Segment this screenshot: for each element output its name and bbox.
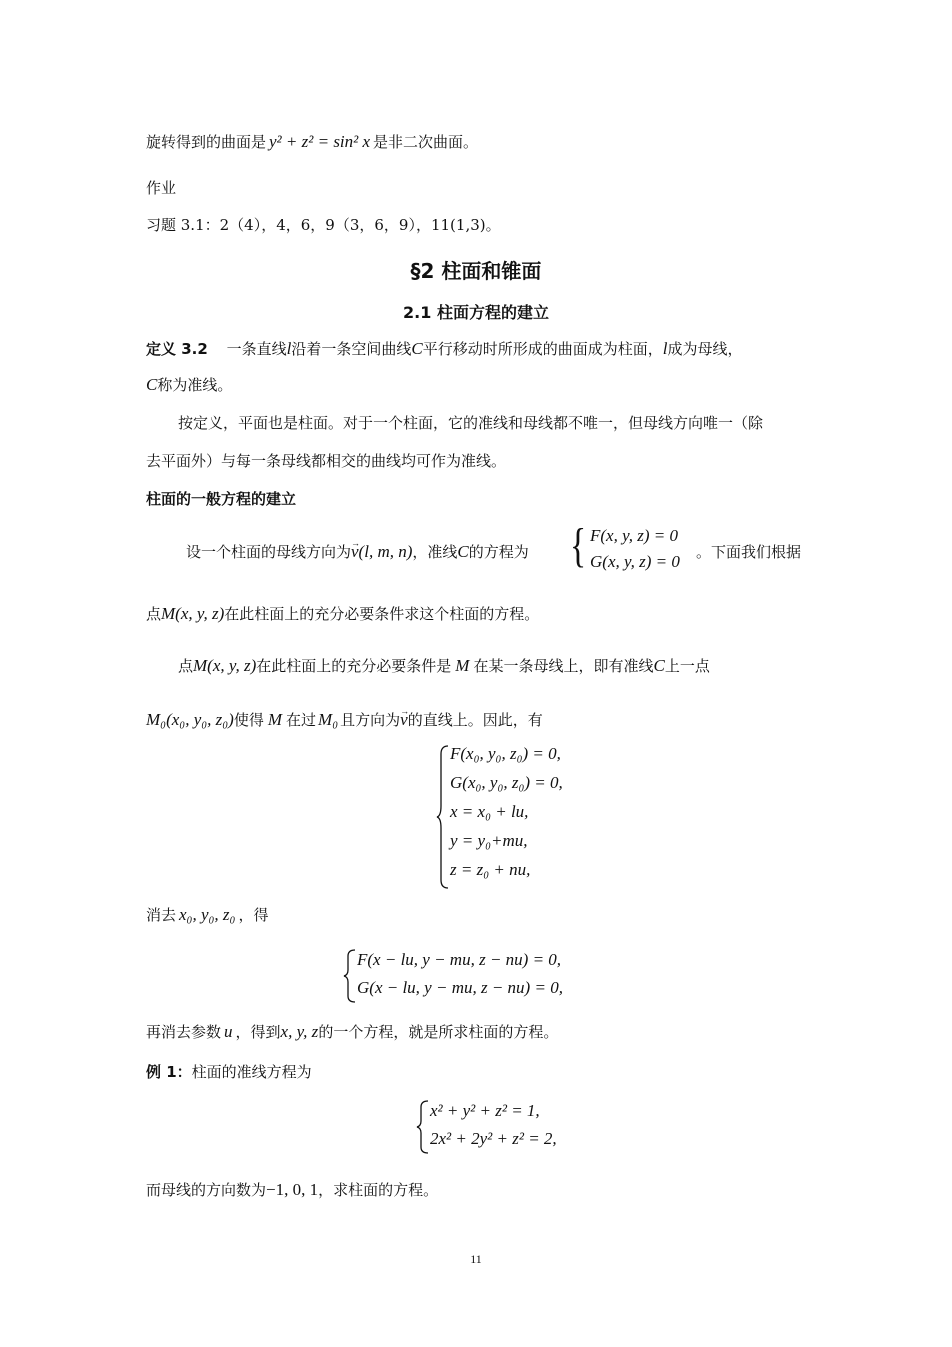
definition-label: 定义 3.2 <box>146 340 208 358</box>
definition-line2 <box>146 375 232 395</box>
definition-text3: 平行移动时所形成的曲面成为柱面， <box>422 340 663 358</box>
eliminate2-vars: x, y, z <box>280 1022 319 1041</box>
example-line <box>146 1062 312 1082</box>
m0-M0b: M₀ <box>318 710 339 729</box>
system2-eq1: F(x − lu, y − mu, z − nu) = 0, <box>357 950 562 969</box>
condition-text1: 在此柱面上的充分必要条件是 <box>256 657 452 675</box>
eliminate2-text2: ，得到 <box>235 1023 281 1041</box>
condition-text2: 在某一条母线上，即有准线 <box>473 657 654 675</box>
definition-text1: 一条直线 <box>226 340 287 358</box>
para1-line2: 去平面外）与每一条母线都相交的曲线均可作为准线。 <box>146 452 507 470</box>
direction-numbers: −1, 0, 1 <box>266 1180 319 1199</box>
left-brace-icon <box>343 948 357 1004</box>
condition-M: M(x, y, z) <box>193 656 257 675</box>
line1-prefix: 旋转得到的曲面是 <box>146 133 267 151</box>
system1-eq2: G(x₀, y₀, z₀) = 0, <box>450 773 563 792</box>
left-brace-icon <box>436 744 450 890</box>
page-number: 11 <box>470 1252 482 1266</box>
surface-formula: y² + z² = sin² x <box>269 132 371 151</box>
system1-eq1: F(x₀, y₀, z₀) = 0, <box>450 744 561 763</box>
eliminate2-line <box>146 1022 558 1042</box>
homework-text: 习题 3.1：2（4），4，6，9（3，6，9），11(1,3)。 <box>146 216 501 234</box>
system3-eq2: 2x² + 2y² + z² = 2, <box>430 1129 557 1148</box>
setup-line <box>186 542 529 562</box>
para1-line1: 按定义，平面也是柱面。对于一个柱面，它的准线和母线都不唯一，但母线方向唯一（除 <box>178 414 764 432</box>
eliminated-system <box>343 948 603 1004</box>
eliminate1-line <box>146 905 268 925</box>
left-brace-icon: { <box>570 519 587 572</box>
system2-eq2: G(x − lu, y − mu, z − nu) = 0, <box>357 978 563 997</box>
definition-line1 <box>146 339 742 359</box>
eliminate2-text1: 再消去参数 <box>146 1023 222 1041</box>
example-text: 柱面的准线方程为 <box>191 1063 312 1081</box>
final-line <box>146 1180 438 1200</box>
m0-text1: 使得 <box>233 711 264 729</box>
directrix-eq-f: F(x, y, z) = 0 <box>590 526 678 545</box>
parametric-system <box>436 744 616 890</box>
eliminate2-text3: 的一个方程，就是所求柱面的方程。 <box>318 1023 559 1041</box>
general-heading: 柱面的一般方程的建立 <box>146 490 297 508</box>
var-C: C <box>411 339 423 358</box>
point-text: 在此柱面上的充分必要条件求这个柱面的方程。 <box>224 605 540 623</box>
example-label: 例 1： <box>146 1063 192 1081</box>
point-prefix: 点 <box>146 605 162 623</box>
condition-C: C <box>653 656 665 675</box>
var-u: u <box>224 1022 233 1041</box>
final-text1: 而母线的方向数为 <box>146 1181 267 1199</box>
system3-eq1: x² + y² + z² = 1, <box>430 1101 540 1120</box>
m0-text2: 在过 <box>286 711 317 729</box>
condition-M2: M <box>455 656 470 675</box>
eliminate1-text1: 消去 <box>146 906 177 924</box>
subsection-title: 2.1 柱面方程的建立 <box>403 303 549 322</box>
system1-eq4: y = y₀+mu, <box>450 831 528 850</box>
section-title: §2 柱面和锥面 <box>410 259 542 283</box>
line1-suffix: 是非二次曲面。 <box>373 133 479 151</box>
m0-text4: 的直线上。因此，有 <box>407 711 543 729</box>
var-l-2: l <box>662 339 668 358</box>
left-brace-icon <box>416 1099 430 1155</box>
condition-text3: 上一点 <box>664 657 710 675</box>
eliminate1-text2: ，得 <box>238 906 269 924</box>
point-M0: M₀(x₀, y₀, z₀) <box>146 710 234 729</box>
directrix-eq-g: G(x, y, z) = 0 <box>590 552 680 571</box>
setup-text3: 的方程为 <box>468 543 529 561</box>
definition-text4: 成为母线， <box>667 340 743 358</box>
m0-text3: 且方向为 <box>340 711 401 729</box>
var-l: l <box>286 339 292 358</box>
definition-line2-text: 称为准线。 <box>157 376 233 394</box>
setup-text4: 。下面我们根据 <box>696 543 802 561</box>
var-C-3: C <box>457 542 469 561</box>
eliminate1-vars: x₀, y₀, z₀ <box>179 905 236 924</box>
example-system <box>416 1099 596 1155</box>
point-line <box>146 604 539 624</box>
direction-vector: → v(l, m, n) <box>351 542 412 562</box>
m0-M: M <box>267 710 283 729</box>
text-line-surface <box>146 132 478 152</box>
setup-text2: ，准线 <box>412 543 458 561</box>
homework-label: 作业 <box>146 179 177 197</box>
setup-text1: 设一个柱面的母线方向为 <box>186 543 352 561</box>
system1-eq3: x = x₀ + lu, <box>450 802 529 821</box>
condition-prefix: 点 <box>178 657 194 675</box>
condition-line <box>178 656 710 676</box>
m0-line <box>146 710 543 730</box>
point-M: M(x, y, z) <box>161 604 225 623</box>
directrix-system <box>570 519 710 576</box>
var-C-2: C <box>146 375 158 394</box>
final-text2: ，求柱面的方程。 <box>318 1181 439 1199</box>
system1-eq5: z = z₀ + nu, <box>450 860 531 879</box>
m0-v: → v <box>400 710 408 730</box>
definition-text2: 沿着一条空间曲线 <box>291 340 412 358</box>
